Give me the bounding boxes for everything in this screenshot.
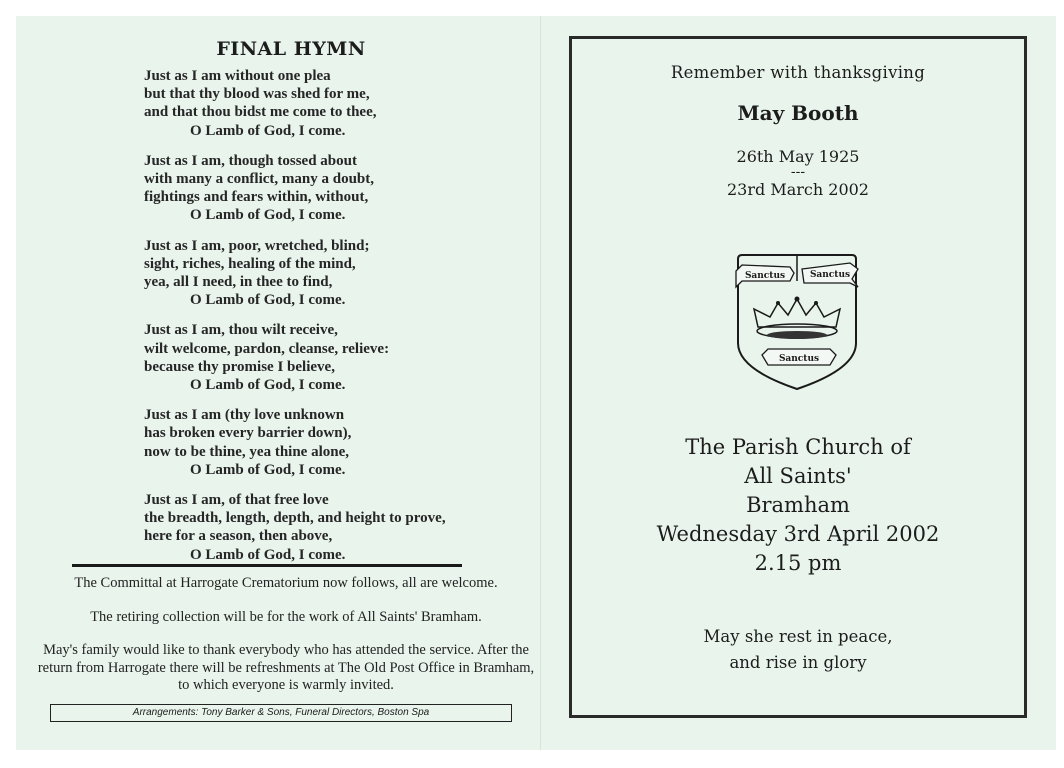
arrangements-box: Arrangements: Tony Barker & Sons, Funeral Directors, Boston Spa — [50, 704, 512, 722]
hymn-line: because thy promise I believe, — [144, 358, 335, 375]
hymn-verse — [144, 152, 504, 225]
service-detail-line: The Parish Church of — [685, 435, 911, 459]
closing-prayer — [572, 624, 1024, 676]
hymn-line: with many a conflict, many a doubt, — [144, 171, 375, 188]
birth-date: 26th May 1925 — [736, 147, 860, 166]
hymn-line: Just as I am, though tossed about — [144, 152, 357, 169]
hymn-line: Just as I am without one plea — [144, 68, 331, 84]
hymn-line: now to be thine, yea thine alone, — [144, 443, 350, 460]
service-detail-line: Bramham — [746, 493, 850, 517]
thanks-note: May's family would like to thank everybody who has attended the service. After the return from Harrogate there will be refreshments at The Old Post Office in Bramham, to which everyone is warmly invited. — [37, 642, 535, 693]
hymn-line: but that thy blood was shed for me, — [144, 86, 370, 103]
hymn-verse — [144, 67, 504, 140]
hymn-line: fightings and fears within, without, — [144, 189, 369, 206]
divider-rule — [72, 564, 462, 567]
crest-banner-right: Sanctus — [809, 270, 851, 280]
hymn-line: has broken every barrier down), — [144, 425, 352, 442]
hymn-refrain: O Lamb of God, I come. — [190, 377, 346, 394]
death-date: 23rd March 2002 — [727, 180, 869, 199]
hymn-line: Just as I am, of that free love — [144, 492, 329, 509]
hymn-verse — [144, 491, 504, 564]
page-fold — [540, 16, 541, 750]
service-detail-line: Wednesday 3rd April 2002 — [656, 522, 940, 546]
crest-banner-left: Sanctus — [744, 271, 786, 281]
remember-heading: Remember with thanksgiving — [670, 63, 926, 82]
prayer-line: and rise in glory — [729, 653, 867, 672]
hymn-line: Just as I am, thou wilt receive, — [144, 322, 338, 339]
hymn-refrain: O Lamb of God, I come. — [190, 122, 346, 139]
hymn-line: and that thou bidst me come to thee, — [144, 104, 377, 121]
hymn-verses — [144, 67, 504, 576]
hymn-line: the breadth, length, depth, and height to prove, — [144, 510, 446, 527]
service-notes — [36, 575, 536, 711]
committal-note: The Committal at Harrogate Crematorium now follows, all are welcome. — [74, 575, 498, 591]
hymn-title: FINAL HYMN — [216, 38, 366, 60]
deceased-name: May Booth — [737, 101, 859, 125]
prayer-line: May she rest in peace, — [703, 627, 893, 646]
hymn-verse — [144, 237, 504, 310]
hymn-line: here for a season, then above, — [144, 528, 333, 545]
hymn-line: sight, riches, healing of the mind, — [144, 255, 356, 272]
hymn-refrain: O Lamb of God, I come. — [190, 546, 346, 563]
front-cover — [569, 36, 1027, 718]
hymn-line: Just as I am (thy love unknown — [144, 407, 345, 424]
hymn-line: yea, all I need, in thee to find, — [144, 274, 333, 291]
service-details — [572, 433, 1024, 578]
hymn-verse — [144, 321, 504, 394]
hymn-refrain: O Lamb of God, I come. — [190, 461, 346, 478]
collection-note: The retiring collection will be for the work of All Saints' Bramham. — [90, 608, 482, 625]
service-detail-line: All Saints' — [744, 464, 852, 488]
back-page — [16, 16, 540, 750]
all-saints-crest-icon — [732, 251, 862, 393]
hymn-refrain: O Lamb of God, I come. — [190, 292, 346, 309]
crest-banner-bottom: Sanctus — [778, 354, 820, 364]
hymn-line: Just as I am, poor, wretched, blind; — [144, 237, 370, 254]
hymn-line: wilt welcome, pardon, cleanse, relieve: — [144, 340, 390, 357]
hymn-refrain: O Lamb of God, I come. — [190, 207, 346, 224]
date-separator: --- — [790, 164, 806, 180]
service-detail-line: 2.15 pm — [754, 551, 842, 575]
hymn-verse — [144, 406, 504, 479]
